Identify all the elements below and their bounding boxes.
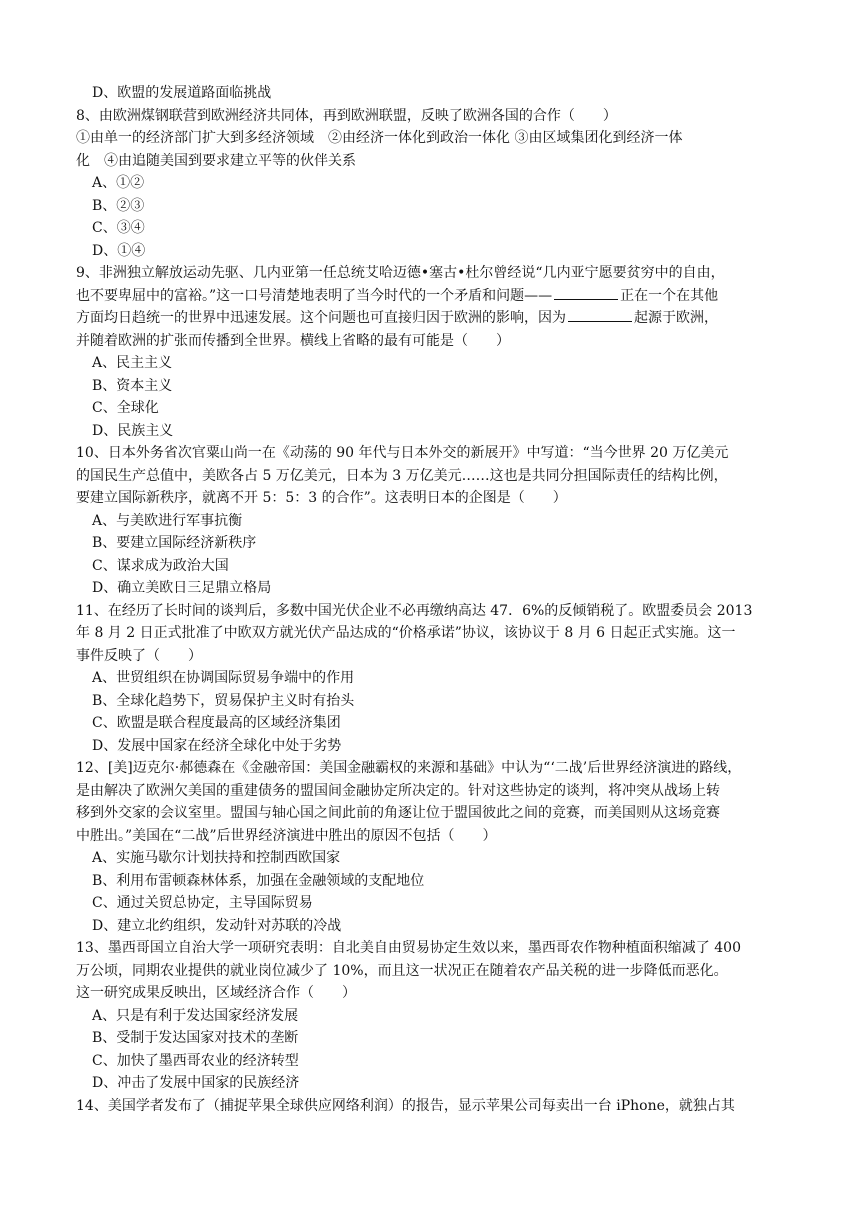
q10-stem-line3: 要建立国际新秩序，就离不开 5：5：3 的合作”。这表明日本的企图是（ ） (76, 490, 567, 506)
q10-stem-line2: 的国民生产总值中，美欧各占 5 万亿美元，日本为 3 万亿美元……这也是共同分担国际责任的结构比例， (76, 467, 728, 484)
q7-option-d: D、欧盟的发展道路面临挑战 (92, 85, 272, 101)
q9-option-b: B、资本主义 (92, 377, 173, 394)
q9-option-a: A、民主主义 (92, 355, 173, 371)
q12-option-a: A、实施马歇尔计划扶持和控制西欧国家 (92, 850, 341, 866)
q8-option-a: A、①② (92, 175, 145, 191)
q9-option-d: D、民族主义 (92, 422, 174, 439)
question-list (76, 82, 780, 1117)
q11-option-c: C、欧盟是联合程度最高的区域经济集团 (92, 715, 341, 731)
q11-option-d: D、发展中国家在经济全球化中处于劣势 (92, 737, 342, 754)
q10-option-d: D、确立美欧日三足鼎立格局 (92, 580, 272, 596)
q9-option-c: C、全球化 (92, 400, 159, 416)
q12-stem-line1: 12、[美]迈克尔·郝德森在《金融帝国：美国金融霸权的来源和基础》中认为“‘二战’后世界经济演进的路线， (76, 760, 742, 776)
q10-option-c: C、谋求成为政治大国 (92, 557, 229, 574)
q9-line3-text: 方面均日趋统一的世界中迅速发展。这个问题也可直接归因于欧洲的影响，因为 (76, 310, 566, 326)
q11-stem-line2: 年 8 月 2 日正式批准了中欧双方就光伏产品达成的“价格承诺”协议，该协议于 8 月 6 日起正式实施。这一 (76, 625, 736, 641)
q8-option-b: B、②③ (92, 197, 145, 214)
q8-items-line2: 化 ④由追随美国到要求建立平等的伙伴关系 (76, 152, 356, 169)
q13-stem-line3: 这一研究成果反映出，区域经济合作（ ） (76, 985, 356, 1001)
q13-option-d: D、冲击了发展中国家的民族经济 (92, 1075, 300, 1091)
q9-stem-line3 (76, 307, 780, 330)
q9-line2-text: 也不要卑屈中的富裕。”这一口号清楚地表明了当今时代的一个矛盾和问题—— (76, 287, 553, 304)
q11-stem-line1: 11、在经历了长时间的谈判后，多数中国光伏企业不必再缴纳高达 47．6%的反倾销税了。欧盟委员会 2013 (76, 602, 753, 619)
q12-stem-line3: 移到外交家的会议室里。盟国与轴心国之间此前的角逐让位于盟国彼此之间的竞赛，而美国则从这场竞赛 (76, 805, 720, 821)
q10-option-a: A、与美欧进行军事抗衡 (92, 512, 243, 529)
q12-option-c: C、通过关贸总协定，主导国际贸易 (92, 895, 313, 911)
q9-line3-after: 起源于欧洲， (634, 310, 718, 326)
q10-stem-line1: 10、日本外务省次官粟山尚一在《动荡的 90 年代与日本外交的新展开》中写道：“当今世界 20 万亿美元 (76, 445, 729, 461)
q13-option-c: C、加快了墨西哥农业的经济转型 (92, 1052, 299, 1069)
q13-stem-line2: 万公顷，同期农业提供的就业岗位减少了 10%，而且这一状况正在随着农产品关税的进一步降低而恶化。 (76, 962, 728, 979)
q14-stem-line1: 14、美国学者发布了（捕捉苹果全球供应网络利润）的报告，显示苹果公司每卖出一台 iPhone，就独占其 (76, 1097, 735, 1114)
q13-stem-line1: 13、墨西哥国立自治大学一项研究表明：自北美自由贸易协定生效以来，墨西哥农作物种植面积缩减了 400 (76, 940, 741, 956)
q13-option-a: A、只是有利于发达国家经济发展 (92, 1007, 299, 1024)
q9-stem-line2 (76, 285, 780, 308)
q9-stem-line4: 并随着欧洲的扩张而传播到全世界。横线上省略的最有可能是（ ） (76, 332, 510, 349)
q12-option-b: B、利用布雷顿森林体系，加强在金融领域的支配地位 (92, 872, 425, 889)
q8-option-d: D、①④ (92, 242, 146, 259)
q9-blank-1 (554, 285, 618, 300)
q11-stem-line3: 事件反映了（ ） (76, 647, 202, 664)
q8-option-c: C、③④ (92, 220, 145, 236)
q8-items-line1: ①由单一的经济部门扩大到多经济领域 ②由经济一体化到政治一体化 ③由区域集团化到经济一体 (76, 130, 683, 146)
q9-stem-line1: 9、非洲独立解放运动先驱、几内亚第一任总统艾哈迈德•塞古•杜尔曾经说“几内亚宁愿要贫穷中的自由， (76, 265, 725, 281)
q12-stem-line2: 是由解决了欧洲欠美国的重建债务的盟国间金融协定所决定的。针对这些协定的谈判，将冲突从战场上转 (76, 782, 720, 799)
q10-option-b: B、要建立国际经济新秩序 (92, 535, 257, 551)
q11-option-a: A、世贸组织在协调国际贸易争端中的作用 (92, 670, 355, 686)
q12-stem-line4: 中胜出。”美国在“二战”后世界经济演进中胜出的原因不包括（ ） (76, 827, 497, 844)
q12-option-d: D、建立北约组织，发动针对苏联的冷战 (92, 917, 342, 934)
q9-line2-after: 正在一个在其他 (620, 287, 719, 304)
q11-option-b: B、全球化趋势下，贸易保护主义时有抬头 (92, 692, 355, 709)
q13-option-b: B、受制于发达国家对技术的垄断 (92, 1030, 299, 1046)
q8-stem: 8、由欧洲煤钢联营到欧洲经济共同体，再到欧洲联盟，反映了欧洲各国的合作（ ） (76, 107, 617, 124)
q9-blank-2 (568, 307, 632, 322)
